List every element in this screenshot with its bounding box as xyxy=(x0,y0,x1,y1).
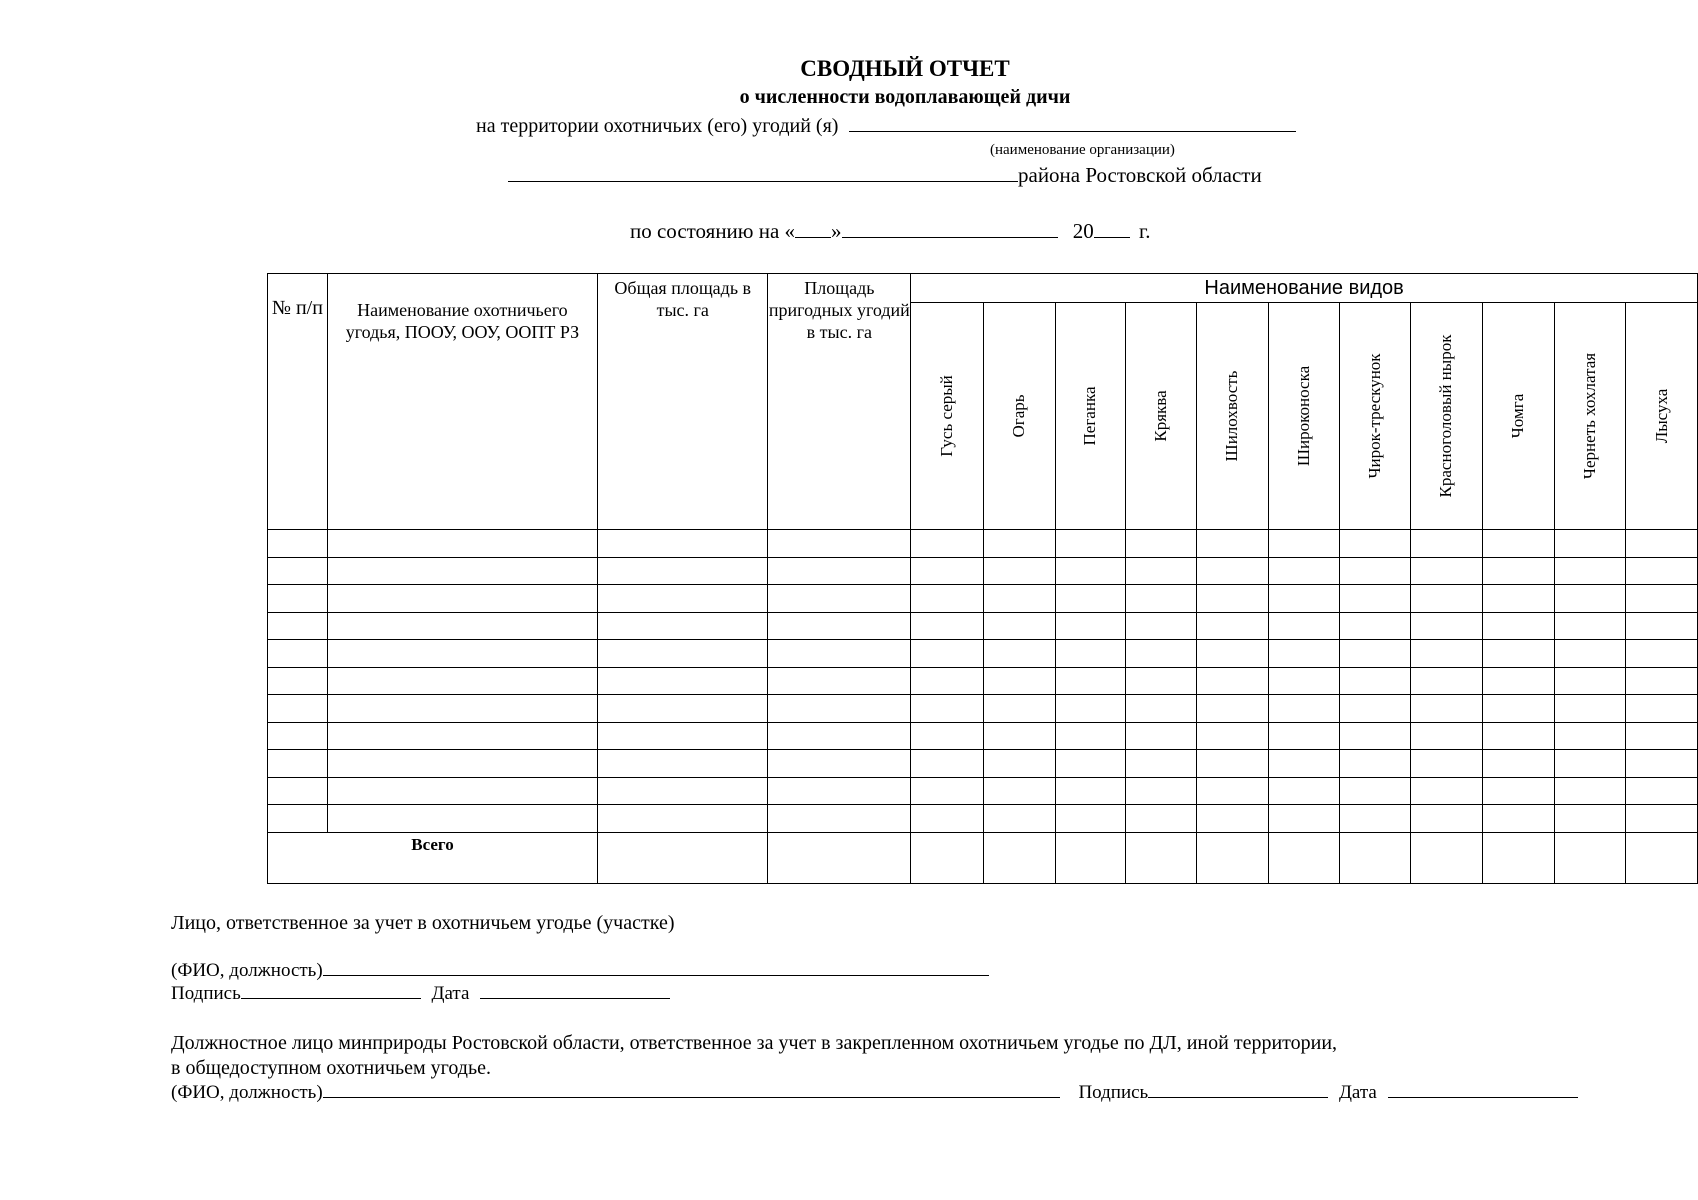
month-blank[interactable] xyxy=(842,223,1058,238)
table-cell[interactable] xyxy=(768,722,911,750)
species-label: Красноголовый нырок xyxy=(1436,334,1456,498)
table-cell[interactable] xyxy=(1268,750,1340,778)
table-cell[interactable] xyxy=(1055,777,1126,805)
table-cell[interactable] xyxy=(1126,722,1197,750)
table-cell[interactable] xyxy=(983,722,1055,750)
table-cell[interactable] xyxy=(268,750,328,778)
total-cell[interactable] xyxy=(1554,832,1626,883)
table-cell[interactable] xyxy=(268,530,328,558)
table-cell[interactable] xyxy=(1411,722,1483,750)
table-cell[interactable] xyxy=(1554,805,1626,833)
table-cell[interactable] xyxy=(268,722,328,750)
species-group-header: Наименование видов xyxy=(911,274,1698,303)
species-header-cell xyxy=(1340,303,1411,530)
table-cell[interactable] xyxy=(1411,750,1483,778)
table-cell[interactable] xyxy=(598,557,768,585)
year-prefix: 20 xyxy=(1072,219,1094,243)
official-fio-label: (ФИО, должность) xyxy=(171,1082,323,1103)
report-title: СВОДНЫЙ ОТЧЕТ xyxy=(800,56,1010,81)
table-cell[interactable] xyxy=(1126,667,1197,695)
table-cell[interactable] xyxy=(1055,557,1126,585)
table-cell[interactable] xyxy=(911,585,984,613)
table-row xyxy=(268,640,1698,668)
table-cell[interactable] xyxy=(1626,805,1698,833)
territory-line xyxy=(476,115,1296,138)
table-cell[interactable] xyxy=(1196,750,1268,778)
table-cell[interactable] xyxy=(1268,612,1340,640)
district-line xyxy=(508,163,1262,188)
table-cell[interactable] xyxy=(911,777,984,805)
table-cell[interactable] xyxy=(1554,585,1626,613)
table-cell[interactable] xyxy=(1055,750,1126,778)
table-cell[interactable] xyxy=(1055,805,1126,833)
table-cell[interactable] xyxy=(327,557,597,585)
table-cell[interactable] xyxy=(1482,695,1554,723)
day-blank[interactable] xyxy=(795,223,831,238)
table-cell[interactable] xyxy=(983,695,1055,723)
table-cell[interactable] xyxy=(1268,640,1340,668)
table-cell[interactable] xyxy=(768,530,911,558)
table-cell[interactable] xyxy=(911,557,984,585)
table-cell[interactable] xyxy=(327,530,597,558)
waterfowl-report-table xyxy=(267,273,1698,884)
table-cell[interactable] xyxy=(598,640,768,668)
district-suffix: района Ростовской области xyxy=(1018,163,1262,187)
table-cell[interactable] xyxy=(1126,612,1197,640)
table-cell[interactable] xyxy=(1411,585,1483,613)
table-cell[interactable] xyxy=(768,557,911,585)
table-cell[interactable] xyxy=(598,777,768,805)
table-cell[interactable] xyxy=(1340,530,1411,558)
table-cell[interactable] xyxy=(1196,777,1268,805)
species-header-cell xyxy=(1626,303,1698,530)
table-cell[interactable] xyxy=(911,612,984,640)
official-signature-label: Подпись xyxy=(1078,1082,1149,1103)
table-cell[interactable] xyxy=(327,585,597,613)
species-header-cell xyxy=(1482,303,1554,530)
table-cell[interactable] xyxy=(1554,640,1626,668)
table-cell[interactable] xyxy=(1196,722,1268,750)
table-cell[interactable] xyxy=(598,530,768,558)
table-cell[interactable] xyxy=(1482,640,1554,668)
species-label: Кряква xyxy=(1151,390,1171,442)
table-cell[interactable] xyxy=(327,612,597,640)
table-cell[interactable] xyxy=(1554,530,1626,558)
table-cell[interactable] xyxy=(1126,585,1197,613)
table-row xyxy=(268,805,1698,833)
table-cell[interactable] xyxy=(1268,805,1340,833)
table-cell[interactable] xyxy=(1482,585,1554,613)
table-cell[interactable] xyxy=(911,750,984,778)
table-cell[interactable] xyxy=(1126,805,1197,833)
species-label: Чирок-трескунок xyxy=(1365,353,1385,479)
table-cell[interactable] xyxy=(1340,695,1411,723)
table-cell[interactable] xyxy=(327,640,597,668)
table-cell[interactable] xyxy=(1411,667,1483,695)
table-cell[interactable] xyxy=(1055,530,1126,558)
table-cell[interactable] xyxy=(1126,557,1197,585)
table-cell[interactable] xyxy=(1411,695,1483,723)
table-cell[interactable] xyxy=(1055,612,1126,640)
table-cell[interactable] xyxy=(1268,667,1340,695)
table-cell[interactable] xyxy=(1482,557,1554,585)
table-cell[interactable] xyxy=(1554,695,1626,723)
as-of-quote-close: » xyxy=(831,219,842,243)
table-cell[interactable] xyxy=(1626,612,1698,640)
table-row xyxy=(268,667,1698,695)
table-cell[interactable] xyxy=(1126,640,1197,668)
table-cell[interactable] xyxy=(1196,805,1268,833)
table-cell[interactable] xyxy=(983,557,1055,585)
table-row xyxy=(268,557,1698,585)
table-cell[interactable] xyxy=(1482,805,1554,833)
table-cell[interactable] xyxy=(268,585,328,613)
table-cell[interactable] xyxy=(1411,777,1483,805)
table-cell[interactable] xyxy=(983,585,1055,613)
total-cell[interactable] xyxy=(911,832,984,883)
table-cell[interactable] xyxy=(911,667,984,695)
as-of-prefix: по состоянию на « xyxy=(630,219,796,243)
table-cell[interactable] xyxy=(327,667,597,695)
table-cell[interactable] xyxy=(1411,557,1483,585)
table-cell[interactable] xyxy=(598,750,768,778)
table-cell[interactable] xyxy=(1482,777,1554,805)
table-cell[interactable] xyxy=(1055,695,1126,723)
table-cell[interactable] xyxy=(1340,777,1411,805)
table-cell[interactable] xyxy=(1340,585,1411,613)
table-cell[interactable] xyxy=(911,722,984,750)
table-cell[interactable] xyxy=(1268,722,1340,750)
table-cell[interactable] xyxy=(1340,640,1411,668)
table-cell[interactable] xyxy=(1126,777,1197,805)
total-cell[interactable] xyxy=(1196,832,1268,883)
table-cell[interactable] xyxy=(1626,585,1698,613)
table-row xyxy=(268,722,1698,750)
table-cell[interactable] xyxy=(598,667,768,695)
table-cell[interactable] xyxy=(268,777,328,805)
table-cell[interactable] xyxy=(983,805,1055,833)
total-cell[interactable] xyxy=(1626,832,1698,883)
table-cell[interactable] xyxy=(768,805,911,833)
table-cell[interactable] xyxy=(598,612,768,640)
table-cell[interactable] xyxy=(1268,585,1340,613)
table-cell[interactable] xyxy=(768,667,911,695)
total-row xyxy=(268,832,1698,883)
column-header-total-area: Общая площадь в тыс. га xyxy=(598,274,768,530)
table-cell[interactable] xyxy=(768,612,911,640)
species-header-cell xyxy=(1055,303,1126,530)
table-cell[interactable] xyxy=(1055,667,1126,695)
year-blank[interactable] xyxy=(1094,223,1130,238)
table-cell[interactable] xyxy=(327,750,597,778)
table-cell[interactable] xyxy=(1554,557,1626,585)
table-cell[interactable] xyxy=(327,695,597,723)
responsible-fio-label: (ФИО, должность) xyxy=(171,960,323,981)
table-cell[interactable] xyxy=(327,722,597,750)
column-header-name: Наименование охотничьего угодья, ПООУ, ООУ, ООПТ РЗ xyxy=(327,274,597,530)
species-label: Чомга xyxy=(1508,393,1528,439)
table-cell[interactable] xyxy=(268,667,328,695)
table-cell[interactable] xyxy=(1055,722,1126,750)
total-cell[interactable] xyxy=(1482,832,1554,883)
as-of-date-line xyxy=(630,219,1151,244)
total-cell[interactable] xyxy=(598,832,768,883)
table-cell[interactable] xyxy=(983,750,1055,778)
table-cell[interactable] xyxy=(1554,750,1626,778)
total-cell[interactable] xyxy=(1055,832,1126,883)
table-cell[interactable] xyxy=(768,695,911,723)
table-row xyxy=(268,612,1698,640)
table-cell[interactable] xyxy=(1482,667,1554,695)
species-header-cell xyxy=(911,303,984,530)
table-cell[interactable] xyxy=(1126,695,1197,723)
report-subtitle: о численности водоплавающей дичи xyxy=(739,86,1071,108)
year-suffix: г. xyxy=(1139,219,1151,243)
table-cell[interactable] xyxy=(1268,530,1340,558)
total-cell[interactable] xyxy=(1411,832,1483,883)
table-cell[interactable] xyxy=(1411,805,1483,833)
table-cell[interactable] xyxy=(1554,612,1626,640)
table-cell[interactable] xyxy=(983,530,1055,558)
table-cell[interactable] xyxy=(268,640,328,668)
species-header-cell xyxy=(1554,303,1626,530)
table-cell[interactable] xyxy=(1411,640,1483,668)
table-cell[interactable] xyxy=(1554,667,1626,695)
table-cell[interactable] xyxy=(1626,530,1698,558)
table-cell[interactable] xyxy=(1055,585,1126,613)
official-signature-blank[interactable] xyxy=(1148,1083,1328,1098)
species-header-cell xyxy=(1411,303,1483,530)
table-cell[interactable] xyxy=(983,640,1055,668)
responsible-fio-blank[interactable] xyxy=(323,961,989,976)
table-cell[interactable] xyxy=(1196,695,1268,723)
table-cell[interactable] xyxy=(1340,805,1411,833)
official-description-line2: в общедоступном охотничьем угодье. xyxy=(171,1057,491,1079)
table-cell[interactable] xyxy=(268,695,328,723)
table-cell[interactable] xyxy=(268,805,328,833)
responsible-signature-label: Подпись xyxy=(171,983,241,1004)
table-cell[interactable] xyxy=(768,777,911,805)
table-cell[interactable] xyxy=(911,530,984,558)
table-row xyxy=(268,750,1698,778)
table-cell[interactable] xyxy=(911,805,984,833)
species-label: Шилохвость xyxy=(1222,370,1242,462)
table-cell[interactable] xyxy=(1055,640,1126,668)
organization-name-blank[interactable] xyxy=(849,117,1296,132)
table-cell[interactable] xyxy=(1268,557,1340,585)
table-cell[interactable] xyxy=(1126,750,1197,778)
table-cell[interactable] xyxy=(1626,777,1698,805)
table-cell[interactable] xyxy=(1411,612,1483,640)
responsible-person-label: Лицо, ответственное за учет в охотничьем угодье (участке) xyxy=(171,912,675,934)
table-cell[interactable] xyxy=(983,612,1055,640)
table-cell[interactable] xyxy=(1626,722,1698,750)
species-header-cell xyxy=(1268,303,1340,530)
table-cell[interactable] xyxy=(327,805,597,833)
table-cell[interactable] xyxy=(1340,667,1411,695)
table-cell[interactable] xyxy=(1482,612,1554,640)
table-cell[interactable] xyxy=(1340,557,1411,585)
table-cell[interactable] xyxy=(1196,557,1268,585)
table-cell[interactable] xyxy=(1482,750,1554,778)
table-cell[interactable] xyxy=(911,695,984,723)
official-date-blank[interactable] xyxy=(1388,1083,1578,1098)
species-label: Широконоска xyxy=(1294,365,1314,467)
table-cell[interactable] xyxy=(983,667,1055,695)
table-cell[interactable] xyxy=(1626,695,1698,723)
column-header-number: № п/п xyxy=(268,274,328,530)
table-cell[interactable] xyxy=(1626,667,1698,695)
total-cell[interactable] xyxy=(1268,832,1340,883)
total-cell[interactable] xyxy=(1340,832,1411,883)
species-label: Огарь xyxy=(1009,394,1029,438)
table-cell[interactable] xyxy=(598,585,768,613)
table-cell[interactable] xyxy=(1340,722,1411,750)
organization-caption: (наименование организации) xyxy=(990,142,1175,158)
table-cell[interactable] xyxy=(1268,777,1340,805)
table-cell[interactable] xyxy=(1482,530,1554,558)
species-header-cell xyxy=(983,303,1055,530)
table-cell[interactable] xyxy=(1340,750,1411,778)
column-header-suitable-area: Площадь пригодных угодий в тыс. га xyxy=(768,274,911,530)
table-cell[interactable] xyxy=(1196,530,1268,558)
table-cell[interactable] xyxy=(327,777,597,805)
table-cell[interactable] xyxy=(911,640,984,668)
species-header-cell xyxy=(1126,303,1197,530)
table-cell[interactable] xyxy=(1196,667,1268,695)
district-name-blank[interactable] xyxy=(508,167,836,182)
table-cell[interactable] xyxy=(598,805,768,833)
table-cell[interactable] xyxy=(268,612,328,640)
species-label: Пеганка xyxy=(1080,386,1100,446)
table-cell[interactable] xyxy=(768,750,911,778)
district-extra-blank[interactable] xyxy=(836,167,1018,182)
table-cell[interactable] xyxy=(1626,557,1698,585)
table-cell[interactable] xyxy=(1196,585,1268,613)
table-cell[interactable] xyxy=(1626,750,1698,778)
table-cell[interactable] xyxy=(1268,695,1340,723)
official-fio-line xyxy=(171,1082,1578,1104)
table-cell[interactable] xyxy=(1554,777,1626,805)
table-row xyxy=(268,695,1698,723)
table-row xyxy=(268,777,1698,805)
table-cell[interactable] xyxy=(598,695,768,723)
table-cell[interactable] xyxy=(1554,722,1626,750)
table-cell[interactable] xyxy=(1196,640,1268,668)
official-date-label: Дата xyxy=(1338,1082,1377,1103)
official-description-line1: Должностное лицо минприроды Ростовской области, ответственное за учет в закрепленном охотничьем угодье по ДЛ, иной территории, xyxy=(171,1032,1338,1054)
species-label: Чернеть хохлатая xyxy=(1579,352,1599,480)
species-label: Лысуха xyxy=(1651,388,1671,444)
responsible-date-label: Дата xyxy=(431,983,470,1004)
table-cell[interactable] xyxy=(1126,530,1197,558)
table-cell[interactable] xyxy=(598,722,768,750)
responsible-signature-blank[interactable] xyxy=(241,984,421,999)
table-cell[interactable] xyxy=(268,557,328,585)
table-cell[interactable] xyxy=(768,585,911,613)
table-cell[interactable] xyxy=(1482,722,1554,750)
official-fio-blank[interactable] xyxy=(323,1083,1060,1098)
table-cell[interactable] xyxy=(768,640,911,668)
table-cell[interactable] xyxy=(1340,612,1411,640)
species-label: Гусь серый xyxy=(937,375,957,457)
table-cell[interactable] xyxy=(1626,640,1698,668)
total-cell[interactable] xyxy=(1126,832,1197,883)
table-cell[interactable] xyxy=(1411,530,1483,558)
table-cell[interactable] xyxy=(983,777,1055,805)
table-row xyxy=(268,530,1698,558)
table-row xyxy=(268,585,1698,613)
species-header-cell xyxy=(1196,303,1268,530)
territory-label: на территории охотничьих (его) угодий (я) xyxy=(476,115,839,137)
total-cell[interactable] xyxy=(768,832,911,883)
total-label: Всего xyxy=(268,832,598,883)
responsible-date-blank[interactable] xyxy=(480,984,670,999)
responsible-fio-line xyxy=(171,960,989,982)
total-cell[interactable] xyxy=(983,832,1055,883)
responsible-signature-line xyxy=(171,983,670,1005)
table-cell[interactable] xyxy=(1196,612,1268,640)
